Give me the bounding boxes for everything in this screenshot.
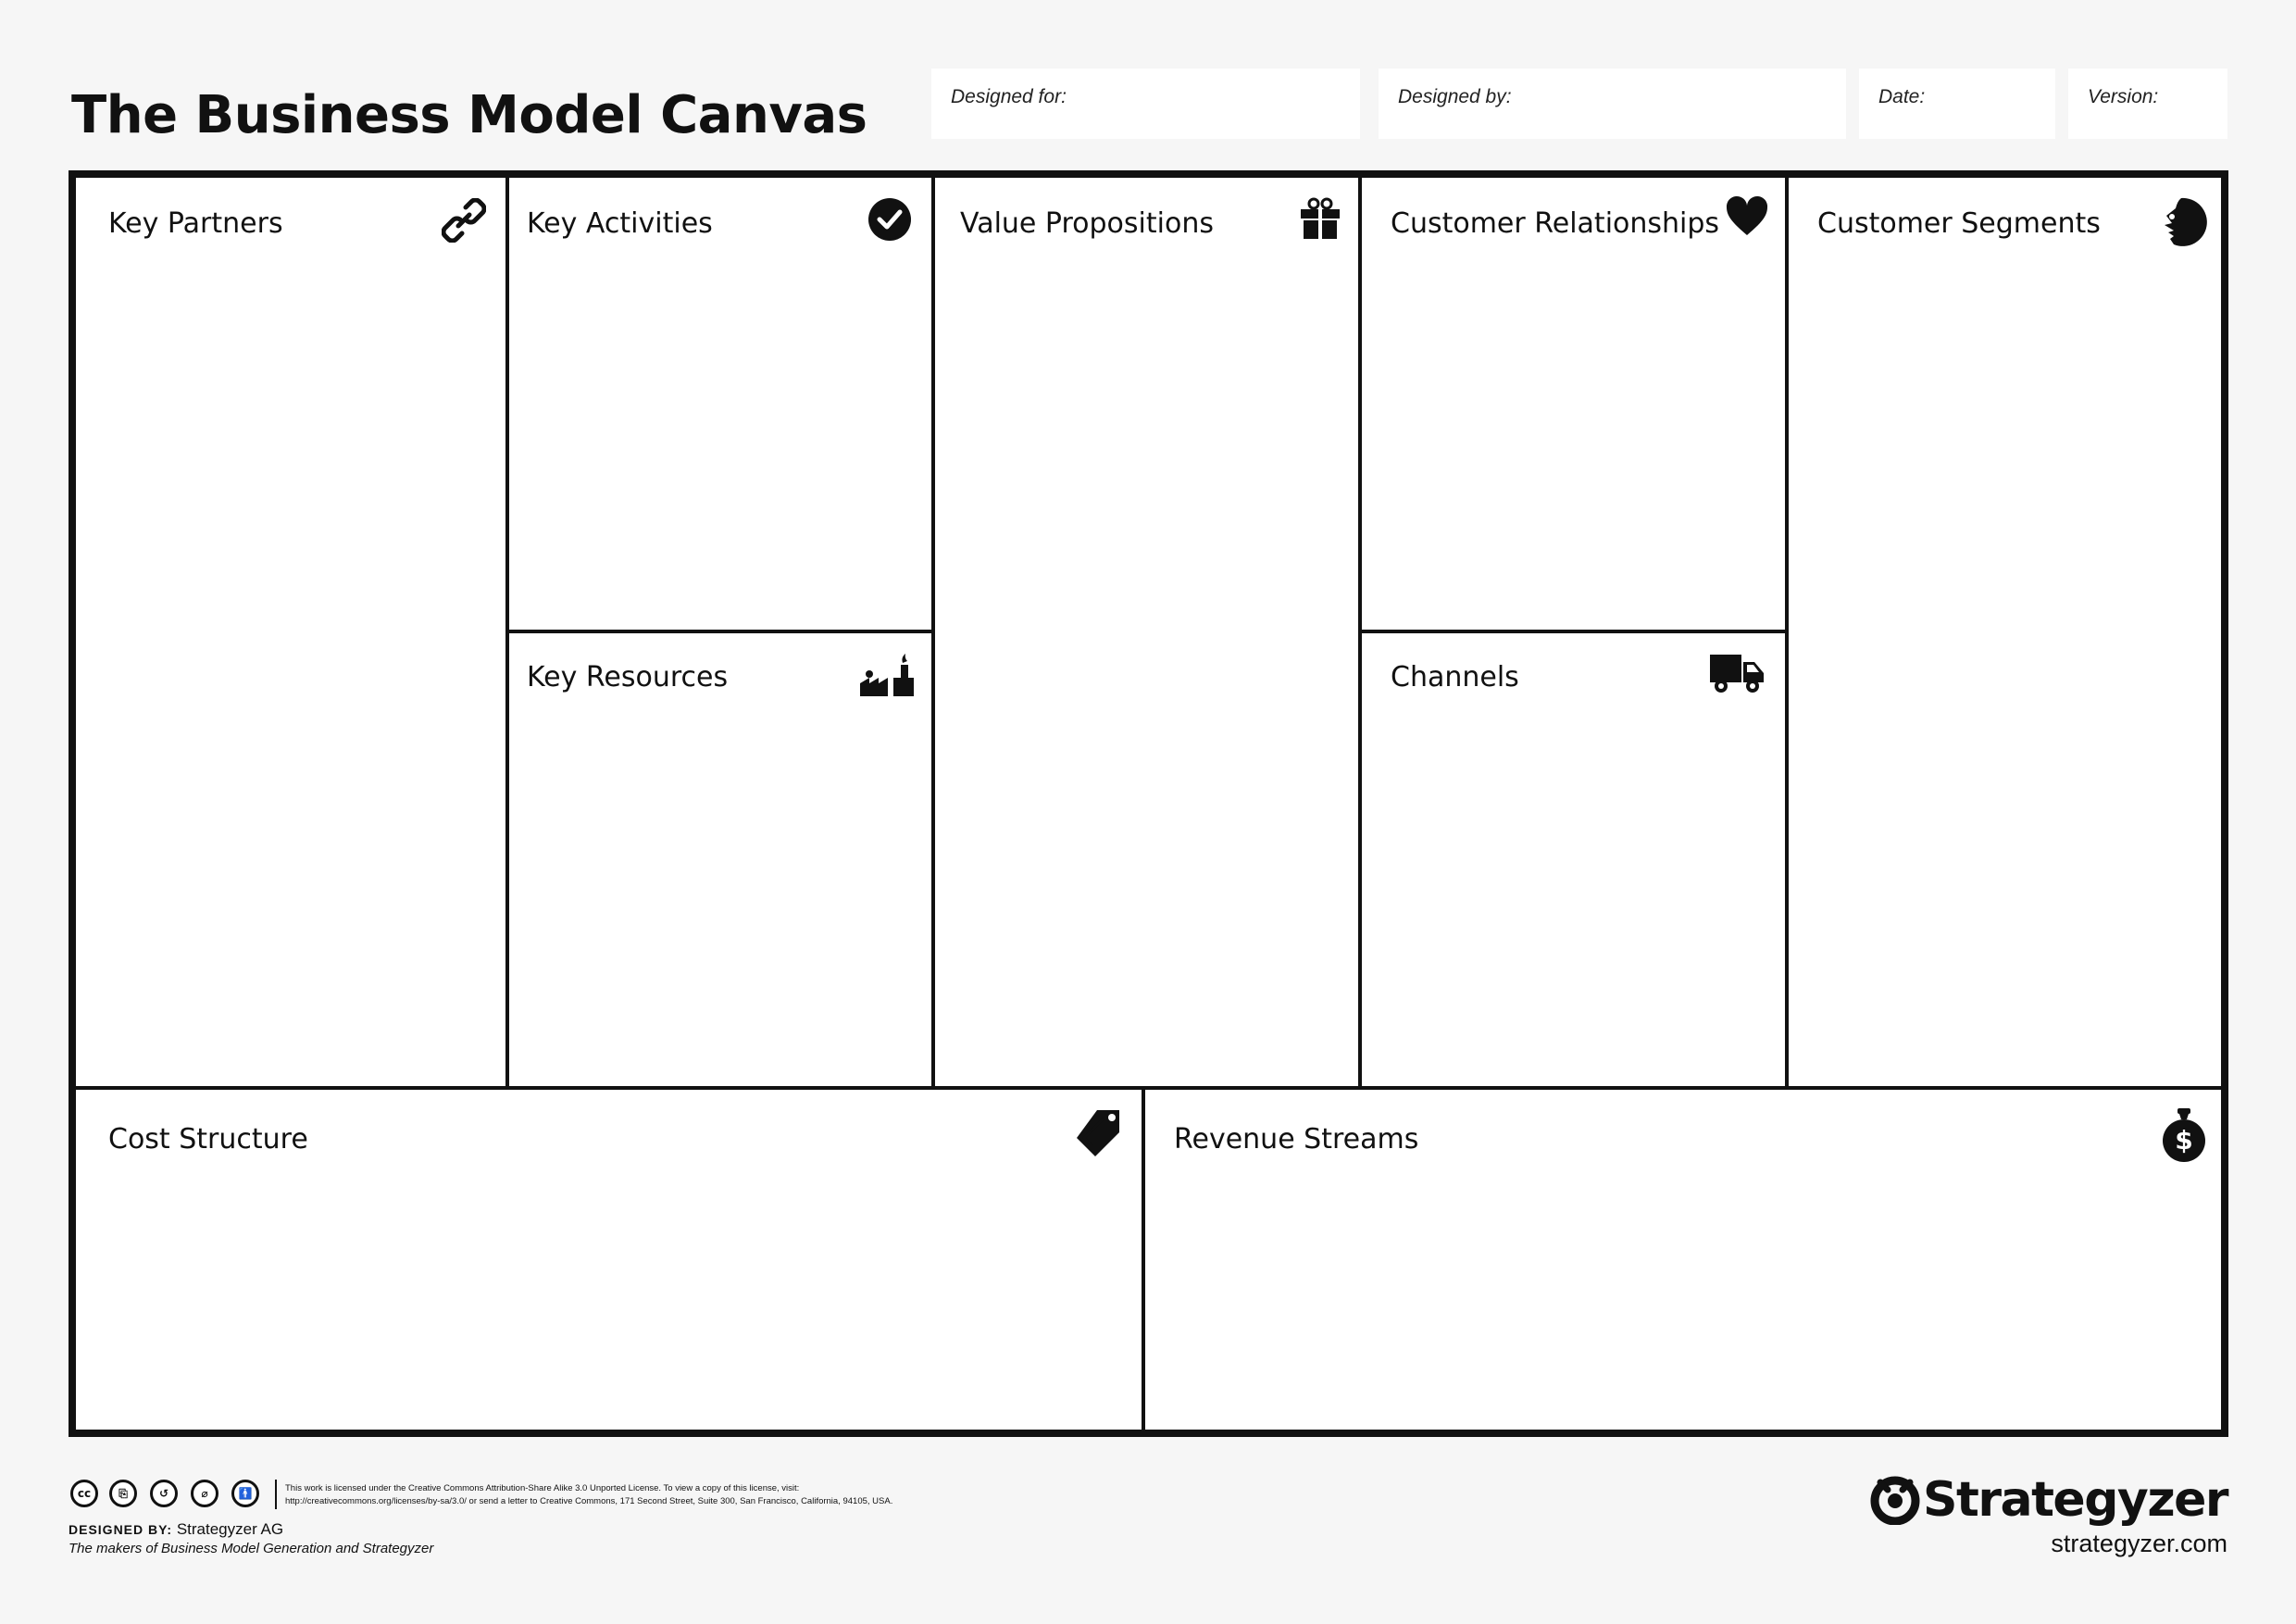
date-label: Date: <box>1878 86 1926 107</box>
customer-relationships-label: Customer Relationships <box>1391 207 1720 240</box>
value-propositions-cell[interactable] <box>935 178 1358 1086</box>
copy-icon: ⎘ <box>109 1480 137 1507</box>
version-label: Version: <box>2088 86 2159 107</box>
license-icons <box>69 1478 272 1513</box>
noncommercial-icon: ⌀ <box>191 1480 218 1507</box>
designed-by-credit-label: DESIGNED BY: <box>69 1522 173 1537</box>
revenue-streams-label: Revenue Streams <box>1174 1123 1419 1156</box>
money-bag-icon <box>2161 1106 2207 1162</box>
key-activities-cell[interactable] <box>509 178 931 630</box>
key-partners-cell[interactable] <box>76 178 505 1086</box>
date-field[interactable] <box>1859 69 2055 139</box>
customer-segments-cell[interactable] <box>1789 178 2221 1086</box>
designed-for-field[interactable] <box>931 69 1360 139</box>
key-resources-label: Key Resources <box>527 661 729 693</box>
factory-icon <box>858 652 914 696</box>
brand-block <box>1867 1474 2227 1558</box>
customer-relationships-cell[interactable] <box>1362 178 1785 630</box>
designed-for-label: Designed for: <box>951 86 1067 107</box>
makers-tagline: The makers of Business Model Generation and Strategyzer <box>69 1541 434 1556</box>
strategyzer-logo <box>1867 1474 2227 1526</box>
share-alike-icon: ↺ <box>150 1480 178 1507</box>
face-icon <box>2150 196 2207 250</box>
page-title: The Business Model Canvas <box>71 85 867 145</box>
key-resources-cell[interactable] <box>509 633 931 1086</box>
strategyzer-logo-icon <box>1867 1475 1923 1525</box>
truck-icon <box>1708 649 1766 693</box>
designed-by-credit-value: Strategyzer AG <box>176 1520 284 1538</box>
attribution-icon: 🚹 <box>231 1480 259 1507</box>
price-tag-icon <box>1077 1108 1123 1158</box>
license-line-1: This work is licensed under the Creative Commons Attribution-Share Alike 3.0 Unported License. To view a copy of this license, visit: <box>285 1483 800 1493</box>
svg-text:$: $ <box>2175 1125 2193 1156</box>
heart-icon <box>1725 194 1769 239</box>
version-field[interactable] <box>2068 69 2227 139</box>
business-model-canvas <box>69 170 2228 1437</box>
designed-by-credit <box>69 1520 283 1539</box>
gift-icon <box>1298 196 1342 241</box>
license-line-2[interactable]: http://creativecommons.org/licenses/by-sa/3.0/ or send a letter to Creative Commons, 171 Second Street, Suite 300, San Francisco, California, 94105, USA. <box>285 1496 893 1506</box>
customer-segments-label: Customer Segments <box>1817 207 2101 240</box>
channels-label: Channels <box>1391 661 1519 693</box>
key-activities-label: Key Activities <box>527 207 713 240</box>
cc-icon: cc <box>70 1480 98 1507</box>
brand-url-link[interactable]: strategyzer.com <box>2051 1530 2227 1557</box>
brand-name: Strategyzer <box>1923 1472 2227 1528</box>
cost-structure-cell[interactable] <box>76 1090 1142 1430</box>
link-icon <box>442 198 486 243</box>
license-text <box>285 1482 1118 1508</box>
value-propositions-label: Value Propositions <box>960 207 1214 240</box>
cost-structure-label: Cost Structure <box>108 1123 308 1156</box>
designed-by-label: Designed by: <box>1398 86 1512 107</box>
revenue-streams-cell[interactable] <box>1145 1090 2221 1430</box>
checkmark-icon <box>867 197 912 242</box>
designed-by-field[interactable] <box>1379 69 1846 139</box>
key-partners-label: Key Partners <box>108 207 283 240</box>
divider <box>275 1480 277 1509</box>
channels-cell[interactable] <box>1362 633 1785 1086</box>
